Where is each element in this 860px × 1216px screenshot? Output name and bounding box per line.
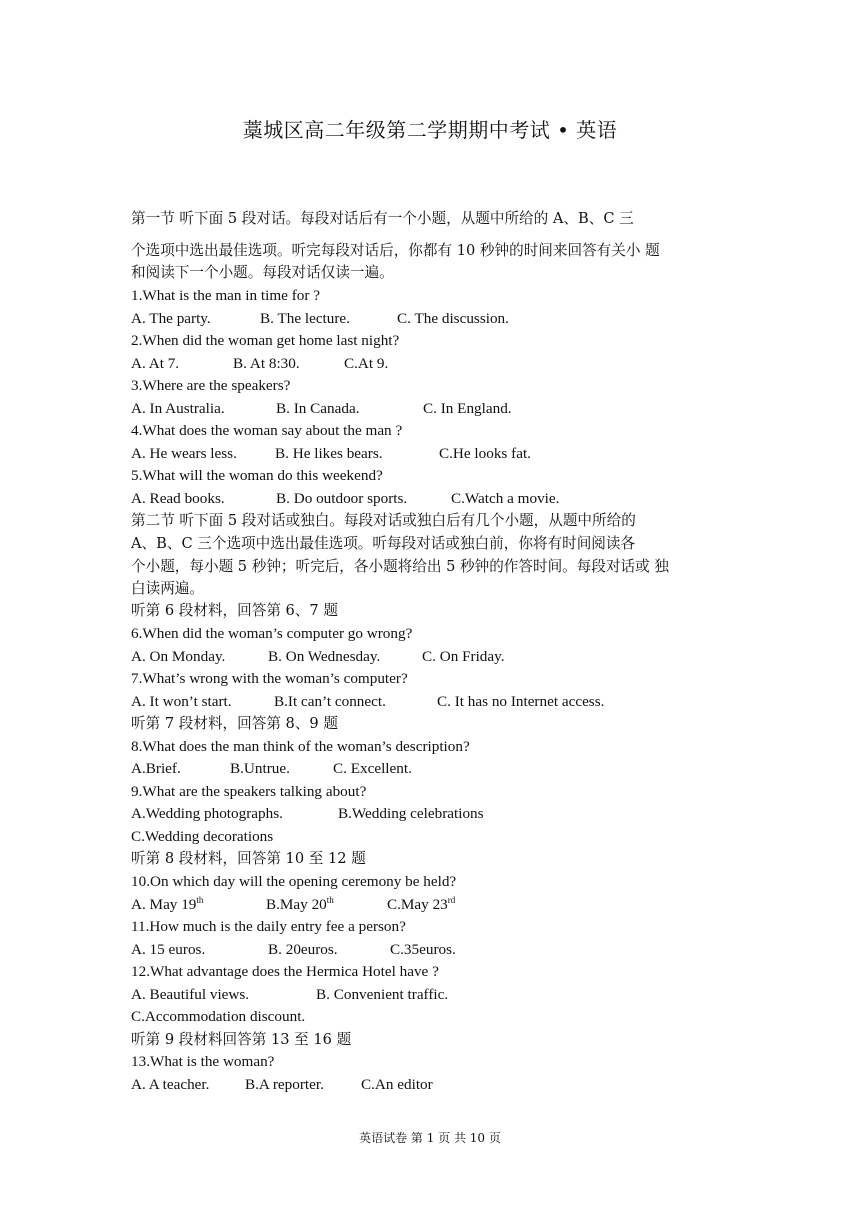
option-c: C. On Friday.	[422, 648, 505, 665]
question-5: 5.What will the woman do this weekend?	[131, 467, 383, 484]
option-a: A.Brief.	[131, 760, 181, 777]
option-b: B.Wedding celebrations	[338, 805, 484, 822]
option-b: B. 20euros.	[268, 941, 338, 958]
question-6-options	[131, 647, 505, 667]
option-b: B.A reporter.	[245, 1076, 324, 1093]
section1-intro: 第一节 听下面 5 段对话。每段对话后有一个小题，从题中所给的 A、B、C 三	[131, 210, 634, 227]
option-a: A. He wears less.	[131, 445, 237, 462]
question-12: 12.What advantage does the Hermica Hotel have ?	[131, 963, 439, 980]
option-c: C.May 23rd	[387, 895, 456, 913]
question-1: 1.What is the man in time for ?	[131, 287, 320, 304]
option-c: C.Accommodation discount.	[131, 1008, 306, 1025]
option-a: A. May 19th	[131, 895, 204, 913]
question-11: 11.How much is the daily entry fee a person?	[131, 918, 406, 935]
option-b: B. Convenient traffic.	[316, 986, 449, 1003]
option-b: B. Do outdoor sports.	[276, 490, 408, 507]
question-7: 7.What’s wrong with the woman’s computer?	[131, 670, 408, 687]
option-b: B. He likes bears.	[275, 445, 383, 462]
material-heading: 听第 9 段材料回答第 13 至 16 题	[131, 1031, 352, 1048]
question-2-options	[131, 354, 388, 374]
option-a: A. Read books.	[131, 490, 225, 507]
option-c: C.He looks fat.	[439, 445, 531, 462]
option-a: A. A teacher.	[131, 1076, 210, 1093]
material-heading: 听第 7 段材料，回答第 8、9 题	[131, 715, 338, 732]
ordinal-suffix: th	[196, 895, 204, 905]
question-1-options	[131, 309, 509, 329]
page-title: 藁城区高二年级第二学期期中考试 • 英语	[242, 118, 618, 142]
option-c: C.Watch a movie.	[451, 490, 560, 507]
question-13: 13.What is the woman?	[131, 1053, 275, 1070]
question-7-options	[131, 692, 604, 712]
ordinal-suffix: th	[326, 895, 334, 905]
option-b: B.It can’t connect.	[274, 693, 386, 710]
question-3: 3.Where are the speakers?	[131, 377, 291, 394]
option-a: A. The party.	[131, 310, 211, 327]
option-a: A. 15 euros.	[131, 941, 206, 958]
option-a: A. On Monday.	[131, 648, 226, 665]
question-4-options	[131, 444, 531, 464]
question-9-options	[131, 804, 484, 824]
section2-intro: A、B、C 三个选项中选出最佳选项。听每段对话或独白前，你将有时间阅读各	[131, 535, 636, 552]
option-c: C. It has no Internet access.	[437, 693, 605, 710]
question-2: 2.When did the woman get home last night?	[131, 332, 400, 349]
option-c: C.Wedding decorations	[131, 828, 274, 845]
question-13-options	[131, 1075, 433, 1095]
question-9: 9.What are the speakers talking about?	[131, 783, 367, 800]
question-8-options	[131, 759, 412, 779]
section1-intro: 个选项中选出最佳选项。听完每段对话后，你都有 10 秒钟的时间来回答有关小 题	[131, 242, 660, 259]
option-b: B. The lecture.	[260, 310, 350, 327]
question-10: 10.On which day will the opening ceremony be held?	[131, 873, 457, 890]
question-5-options	[131, 489, 559, 509]
question-10-options	[131, 895, 455, 915]
option-b: B. On Wednesday.	[268, 648, 381, 665]
question-3-options	[131, 399, 512, 419]
section1-intro: 和阅读下一个小题。每段对话仅读一遍。	[131, 264, 394, 281]
option-a: A.Wedding photographs.	[131, 805, 283, 822]
material-heading: 听第 8 段材料，回答第 10 至 12 题	[131, 850, 366, 867]
question-12-options	[131, 985, 448, 1005]
option-c: C. Excellent.	[333, 760, 412, 777]
question-8: 8.What does the man think of the woman’s description?	[131, 738, 470, 755]
section2-intro: 第二节 听下面 5 段对话或独白。每段对话或独白后有几个小题，从题中所给的	[131, 512, 636, 529]
question-4: 4.What does the woman say about the man ?	[131, 422, 403, 439]
option-a: A. It won’t start.	[131, 693, 232, 710]
option-c: C. The discussion.	[397, 310, 509, 327]
ordinal-suffix: rd	[447, 895, 456, 905]
option-c: C.At 9.	[344, 355, 389, 372]
option-a: A. In Australia.	[131, 400, 225, 417]
question-11-options	[131, 940, 456, 960]
option-c: C. In England.	[423, 400, 512, 417]
option-b: B. At 8:30.	[233, 355, 300, 372]
question-6: 6.When did the woman’s computer go wrong?	[131, 625, 413, 642]
material-heading: 听第 6 段材料，回答第 6、7 题	[131, 602, 338, 619]
section2-intro: 个小题，每小题 5 秒钟；听完后，各小题将给出 5 秒钟的作答时间。每段对话或 独	[131, 558, 669, 575]
section2-intro: 白读两遍。	[131, 580, 204, 597]
option-a: A. Beautiful views.	[131, 986, 250, 1003]
option-c: C.35euros.	[390, 941, 456, 958]
option-c: C.An editor	[361, 1076, 433, 1093]
page-footer: 英语试卷 第 1 页 共 10 页	[359, 1131, 501, 1145]
option-b: B.May 20th	[266, 895, 334, 913]
option-a: A. At 7.	[131, 355, 180, 372]
option-b: B. In Canada.	[276, 400, 360, 417]
option-b: B.Untrue.	[230, 760, 290, 777]
